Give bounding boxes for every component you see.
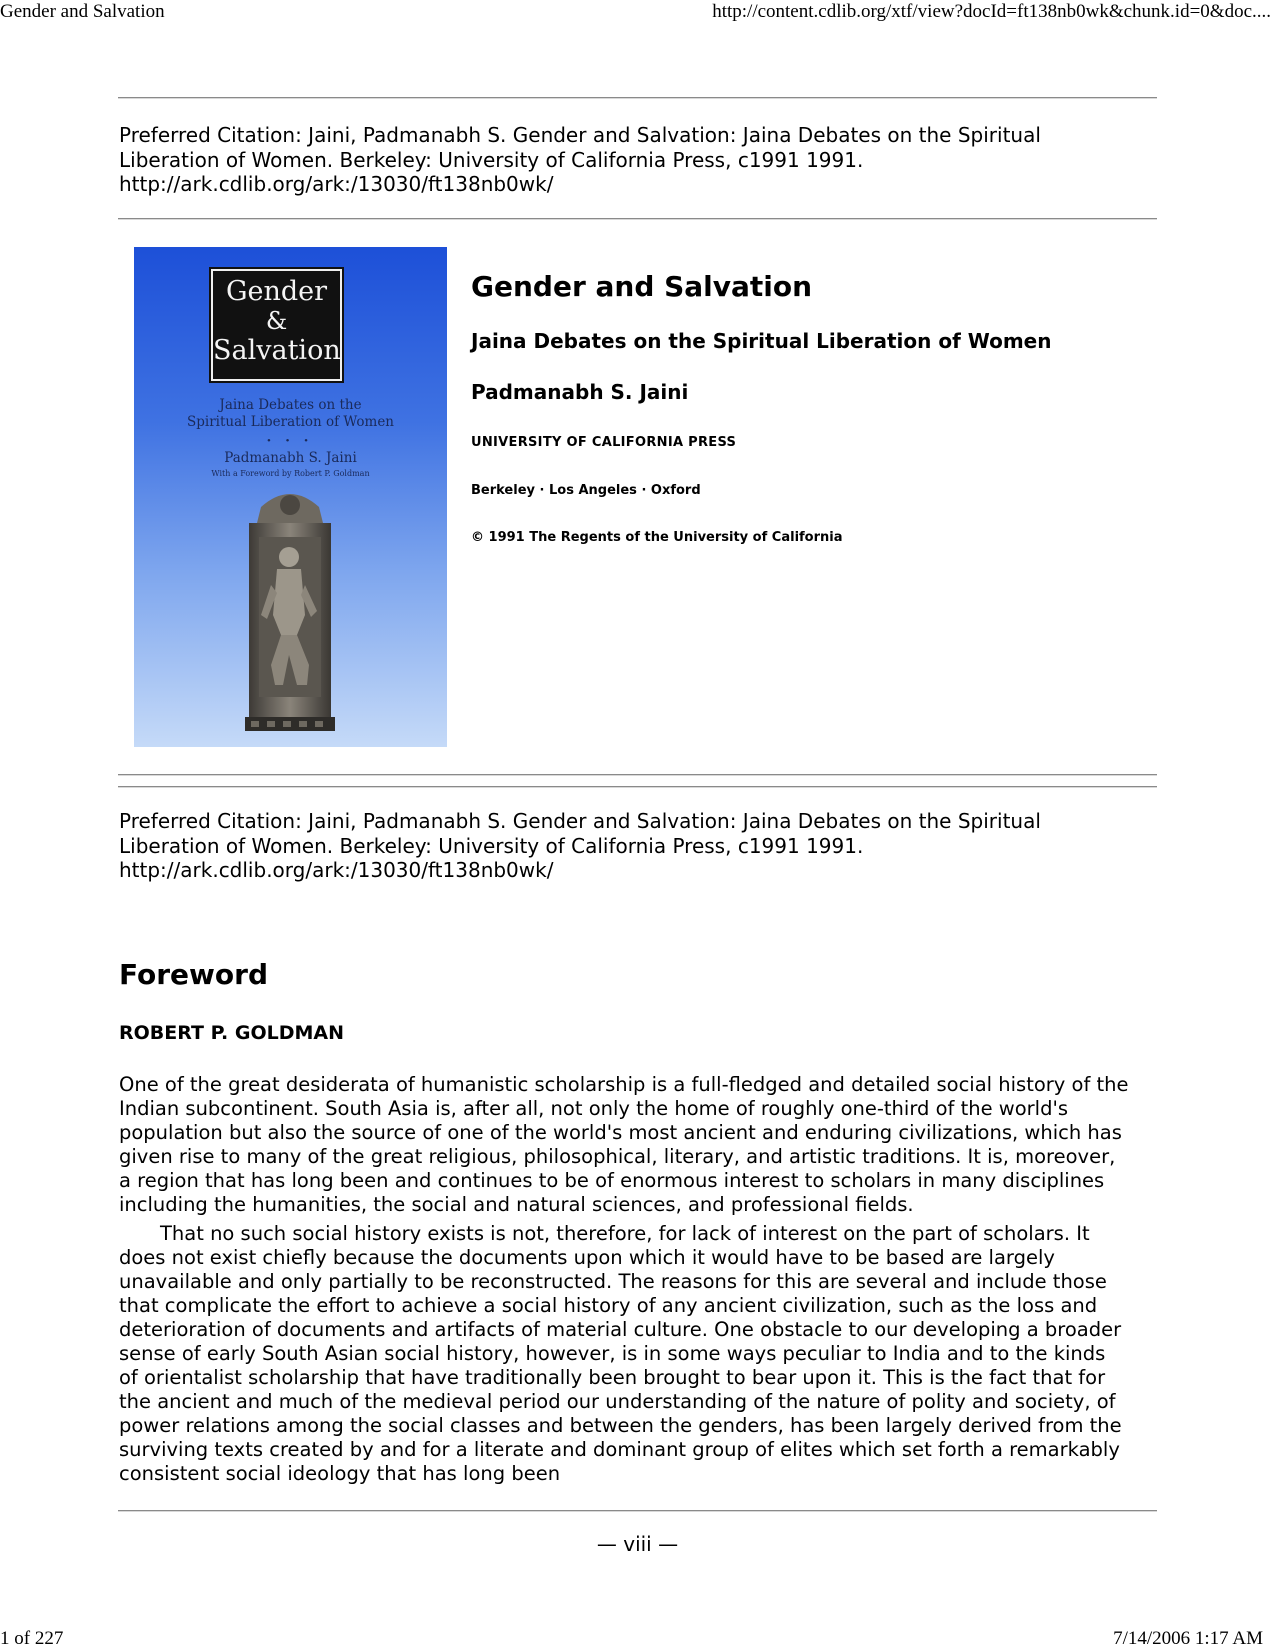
paragraph-line: given rise to many of the great religious, philosophical, literary, and artistic traditions. It is, moreover, (119, 1145, 1116, 1168)
paragraph-line: that complicate the effort to achieve a social history of any ancient civilization, such as the loss and (119, 1294, 1098, 1317)
cover-title-box (211, 269, 342, 381)
citation-line: Liberation of Women. Berkeley: University of California Press, c1991 1991. (119, 833, 864, 858)
cover-subtitle (154, 397, 427, 431)
citation-line: Liberation of Women. Berkeley: University of California Press, c1991 1991. (119, 147, 864, 172)
print-header-url: http://content.cdlib.org/xtf/view?docId=ft138nb0wk&chunk.id=0&doc.... (712, 1, 1271, 22)
divider-top (118, 97, 1157, 99)
paragraph-line: the ancient and much of the medieval period our understanding of the nature of polity and society, of (119, 1390, 1116, 1413)
citation-link[interactable]: http://ark.cdlib.org/ark:/13030/ft138nb0wk/ (119, 172, 554, 196)
book-cover-image (134, 247, 447, 747)
cover-dots: • • • (266, 435, 315, 447)
cover-foreword-credit: With a Foreword by Robert P. Goldman (211, 469, 370, 478)
paragraph-line: Indian subcontinent. South Asia is, after all, not only the home of roughly one-third of the world's (119, 1097, 1068, 1120)
cover-subtitle-line: Jaina Debates on the (219, 397, 362, 413)
foreword-heading: Foreword (119, 958, 268, 991)
print-footer-timestamp: 7/14/2006 1:17 AM (1113, 1628, 1263, 1649)
print-header-title: Gender and Salvation (0, 1, 165, 22)
cover-author: Padmanabh S. Jaini (224, 450, 357, 466)
book-subtitle: Jaina Debates on the Spiritual Liberation of Women (471, 329, 1052, 353)
cover-title-line: Gender (225, 276, 328, 307)
book-title: Gender and Salvation (471, 270, 813, 303)
book-places: Berkeley · Los Angeles · Oxford (471, 483, 701, 498)
page-number: — viii — (596, 1532, 679, 1556)
paragraph-line: One of the great desiderata of humanistic scholarship is a full-fledged and detailed social history of the (119, 1073, 1129, 1096)
book-publisher: UNIVERSITY OF CALIFORNIA PRESS (471, 435, 737, 450)
preferred-citation-bottom (119, 809, 1159, 883)
print-footer-page-count: 1 of 227 (0, 1628, 64, 1649)
paragraph-line: consistent social ideology that has long been (119, 1462, 561, 1485)
divider-cover-bottom (118, 774, 1157, 776)
book-author: Padmanabh S. Jaini (471, 380, 689, 404)
paragraph-line: including the humanities, the social and natural sciences, and professional fields. (119, 1193, 914, 1216)
citation-line: Preferred Citation: Jaini, Padmanabh S. Gender and Salvation: Jaina Debates on the Spiritual (119, 123, 1041, 147)
foreword-author: ROBERT P. GOLDMAN (119, 1022, 345, 1044)
cover-title-line: & (265, 307, 288, 335)
divider-citation (118, 218, 1157, 220)
divider-section (118, 786, 1157, 788)
paragraph-line: of orientalist scholarship that have traditionally been brought to bear upon it. This is the fact that for (119, 1366, 1106, 1389)
paragraph-line: a region that has long been and continues to be of enormous interest to scholars in many disciplines (119, 1169, 1105, 1192)
foreword-paragraph-1 (119, 1073, 1159, 1217)
paragraph-line: unavailable and only partially to be reconstructed. The reasons for this are several and include those (119, 1270, 1107, 1293)
paragraph-line: That no such social history exists is not, therefore, for lack of interest on the part of scholars. It (160, 1222, 1090, 1245)
foreword-paragraph-2 (119, 1222, 1159, 1486)
statue-image (231, 485, 349, 737)
citation-link[interactable]: http://ark.cdlib.org/ark:/13030/ft138nb0wk/ (119, 858, 554, 882)
preferred-citation-top (119, 123, 1159, 197)
paragraph-line: surviving texts created by and for a literate and dominant group of elites which set forth a remarkably (119, 1438, 1120, 1461)
cover-title-line: Salvation (213, 335, 341, 366)
paragraph-line: power relations among the social classes and between the genders, has been largely derived from the (119, 1414, 1122, 1437)
paragraph-line: deterioration of documents and artifacts of material culture. One obstacle to our developing a broader (119, 1318, 1122, 1341)
paragraph-line: sense of early South Asian social history, however, is in some ways peculiar to India and to the kinds (119, 1342, 1106, 1365)
book-copyright: © 1991 The Regents of the University of California (471, 530, 843, 545)
divider-bottom (118, 1510, 1157, 1512)
cover-subtitle-line: Spiritual Liberation of Women (186, 414, 394, 430)
citation-line: Preferred Citation: Jaini, Padmanabh S. Gender and Salvation: Jaina Debates on the Spiritual (119, 809, 1041, 833)
paragraph-line: population but also the source of one of the world's most ancient and enduring civilizations, which has (119, 1121, 1122, 1144)
paragraph-line: does not exist chiefly because the documents upon which it would have to be based are largely (119, 1246, 1055, 1269)
